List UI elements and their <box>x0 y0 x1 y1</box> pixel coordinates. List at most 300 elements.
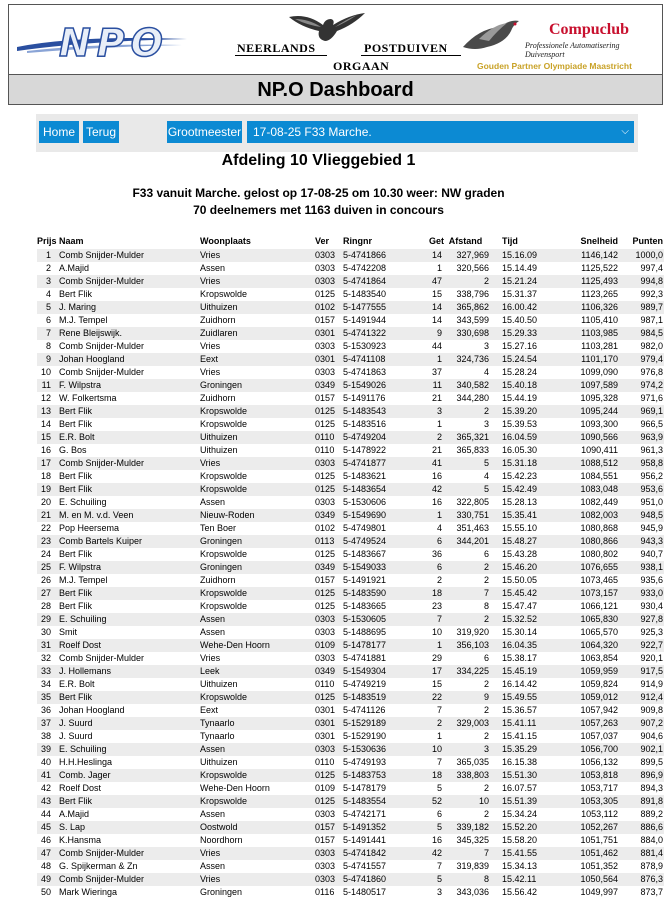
table-row <box>37 353 664 366</box>
cell-tijd: 15.52.20 <box>489 821 548 834</box>
cell-naam: E. Schuiling <box>59 743 200 756</box>
cell-tijd: 15.34.24 <box>502 809 538 819</box>
cell-get: 7 <box>436 757 442 767</box>
cell-tijd: 15.29.33 <box>489 327 548 340</box>
table-row <box>37 730 664 743</box>
cell-ver: 0116 <box>315 887 335 897</box>
cell-woonplaats: Eext <box>200 705 219 715</box>
table-row <box>37 847 664 860</box>
chevron-down-icon: ⌵ <box>621 126 629 137</box>
cell-ringnr: 5-1491352 <box>343 821 429 834</box>
cell-prijs: 45 <box>37 821 59 834</box>
cell-ver: 0125 <box>315 691 343 704</box>
cell-punten: 933,0 <box>618 587 664 600</box>
cell-afstand: 356,103 <box>442 639 489 652</box>
cell-afstand: 2 <box>442 405 489 418</box>
cell-snelheid: 1063,854 <box>580 653 618 663</box>
cell-punten: 938,1 <box>618 561 664 574</box>
cell-get: 3 <box>436 887 442 897</box>
cell-prijs: 44 <box>40 809 51 819</box>
cell-ver: 0301 <box>315 705 336 715</box>
cell-punten: 948,5 <box>618 509 664 522</box>
cell-ver: 0303 <box>315 861 336 871</box>
race-select[interactable] <box>247 121 634 143</box>
table-row <box>37 392 664 405</box>
table-row <box>37 691 664 704</box>
cell-ver: 0301 <box>315 731 336 741</box>
cell-snelheid: 1146,142 <box>548 249 618 262</box>
cell-get: 2 <box>436 575 442 585</box>
col-header-punten: Punten <box>632 236 663 246</box>
cell-snelheid: 1053,717 <box>580 783 618 793</box>
cell-woonplaats: Ten Boer <box>200 523 237 533</box>
cell-afstand: 2 <box>442 275 489 288</box>
cell-afstand: 8 <box>483 601 489 611</box>
table-row <box>37 249 664 262</box>
cell-ringnr: 5-1483753 <box>343 769 429 782</box>
table-row <box>37 600 664 613</box>
table-row <box>37 665 664 678</box>
cell-ver: 0157 <box>315 575 336 585</box>
cell-ringnr: 5-4741557 <box>343 861 387 871</box>
cell-ver: 0102 <box>315 523 336 533</box>
cell-tijd: 15.43.28 <box>502 549 538 559</box>
cell-afstand: 319,839 <box>456 861 489 871</box>
cell-ver: 0125 <box>315 601 336 611</box>
cell-snelheid: 1056,700 <box>548 743 618 756</box>
cell-afstand: 330,751 <box>442 509 489 522</box>
cell-tijd: 15.34.13 <box>502 861 538 871</box>
cell-naam: G. Bos <box>59 445 87 455</box>
org-line-right <box>361 55 461 56</box>
npo-logo-text: NPO <box>59 21 169 65</box>
cell-punten: 878,9 <box>640 861 663 871</box>
cell-naam: F. Wilpstra <box>59 561 200 574</box>
cell-woonplaats: Groningen <box>200 535 315 548</box>
cell-get: 52 <box>429 795 442 808</box>
cell-tijd: 15.35.29 <box>489 743 548 756</box>
cell-ringnr: 5-4749801 <box>343 523 387 533</box>
cell-snelheid: 1080,802 <box>580 549 618 559</box>
cell-afstand: 340,582 <box>442 379 489 392</box>
table-header-row <box>37 233 664 249</box>
cell-prijs: 38 <box>40 731 51 741</box>
cell-ringnr: 5-1488695 <box>343 627 387 637</box>
cell-naam: J. Suurd <box>59 731 93 741</box>
cell-tijd: 15.48.27 <box>489 535 548 548</box>
cell-woonplaats: Assen <box>200 627 226 637</box>
cell-punten: 943,3 <box>618 535 664 548</box>
cell-tijd: 15.49.55 <box>489 691 548 704</box>
cell-get: 36 <box>431 549 442 559</box>
cell-ver: 0303 <box>315 341 336 351</box>
cell-ringnr: 5-1483554 <box>343 795 429 808</box>
cell-afstand: 2 <box>442 613 489 626</box>
cell-tijd: 15.21.24 <box>489 275 548 288</box>
cell-naam: J. Hollemans <box>59 665 200 678</box>
back-button[interactable]: Terug <box>83 121 119 143</box>
cell-snelheid: 1099,090 <box>580 367 618 377</box>
cell-punten: 974,2 <box>618 379 664 392</box>
cell-woonplaats: Zuidhorn <box>200 575 236 585</box>
cell-naam: Smit <box>59 627 77 637</box>
cell-ringnr: 5-1491441 <box>343 835 387 845</box>
partner-text: Gouden Partner Olympiade Maastricht <box>477 61 632 71</box>
cell-prijs: 49 <box>37 873 59 886</box>
cell-woonplaats: Vries <box>200 873 315 886</box>
cell-get: 2 <box>429 431 442 444</box>
cell-woonplaats: Groningen <box>200 887 243 897</box>
col-header-tijd: Tijd <box>502 236 518 246</box>
table-row <box>37 379 664 392</box>
cell-prijs: 22 <box>40 523 51 533</box>
cell-woonplaats: Groningen <box>200 379 315 392</box>
cell-snelheid: 1083,048 <box>548 483 618 496</box>
cell-naam: F. Wilpstra <box>59 379 200 392</box>
cell-get: 1 <box>436 263 442 273</box>
cell-woonplaats: Oostwold <box>200 821 315 834</box>
cell-snelheid: 1095,244 <box>548 405 618 418</box>
cell-ver: 0349 <box>315 561 343 574</box>
cell-tijd: 15.31.18 <box>489 457 548 470</box>
cell-afstand: 322,805 <box>456 497 489 507</box>
cell-ringnr: 5-1529190 <box>343 731 387 741</box>
cell-ringnr: 5-1529189 <box>343 717 429 730</box>
cell-ver: 0157 <box>315 835 336 845</box>
cell-get: 21 <box>431 445 442 455</box>
cell-prijs: 33 <box>37 665 59 678</box>
table-row <box>37 743 664 756</box>
cell-get: 11 <box>429 379 442 392</box>
cell-ver: 0125 <box>315 549 336 559</box>
cell-snelheid: 1080,866 <box>548 535 618 548</box>
cell-ringnr: 5-4742208 <box>343 263 387 273</box>
cell-get: 1 <box>429 353 442 366</box>
table-row <box>37 561 664 574</box>
cell-prijs: 27 <box>37 587 59 600</box>
cell-ver: 0110 <box>315 431 343 444</box>
cell-ringnr: 5-1491921 <box>343 575 387 585</box>
cell-woonplaats: Tynaarlo <box>200 731 235 741</box>
cell-ringnr: 5-1478922 <box>343 445 387 455</box>
cell-get: 21 <box>431 393 442 403</box>
cell-ringnr: 5-1477555 <box>343 301 429 314</box>
cell-tijd: 15.45.42 <box>489 587 548 600</box>
cell-ver: 0303 <box>315 249 343 262</box>
cell-afstand: 3 <box>483 419 489 429</box>
cell-naam: S. Lap <box>59 821 200 834</box>
cell-punten: 899,5 <box>640 757 663 767</box>
cell-afstand: 319,920 <box>456 627 489 637</box>
cell-get: 22 <box>429 691 442 704</box>
compuclub-subtitle: Professionele Automatisering Duivensport <box>525 41 620 59</box>
cell-afstand: 2 <box>483 731 489 741</box>
cell-snelheid: 1051,462 <box>548 847 618 860</box>
cell-get: 18 <box>429 769 442 782</box>
cell-snelheid: 1123,265 <box>581 289 618 299</box>
cell-punten: 894,3 <box>640 783 663 793</box>
table-row <box>37 717 664 730</box>
cell-ver: 0301 <box>315 717 343 730</box>
cell-ver: 0301 <box>315 327 343 340</box>
cell-prijs: 34 <box>40 679 51 689</box>
cell-naam: K.Hansma <box>59 835 102 845</box>
cell-punten: 930,4 <box>640 601 663 611</box>
cell-get: 10 <box>429 743 442 756</box>
cell-woonplaats: Uithuizen <box>200 757 238 767</box>
cell-naam: Bert Flik <box>59 483 200 496</box>
nav-bar <box>36 114 638 152</box>
cell-naam: J. Suurd <box>59 717 200 730</box>
cell-woonplaats: Assen <box>200 497 226 507</box>
cell-punten: 951,0 <box>640 497 663 507</box>
org-left-text: NEERLANDS <box>237 41 316 55</box>
cell-ver: 0125 <box>315 769 343 782</box>
cell-prijs: 23 <box>37 535 59 548</box>
cell-afstand: 345,325 <box>456 835 489 845</box>
cell-snelheid: 1103,281 <box>581 341 618 351</box>
cell-punten: 945,9 <box>640 523 663 533</box>
cell-tijd: 15.51.39 <box>489 795 548 808</box>
cell-tijd: 15.58.20 <box>502 835 538 845</box>
cell-ver: 0125 <box>315 405 343 418</box>
cell-woonplaats: Wehe-Den Hoorn <box>200 783 270 793</box>
cell-tijd: 15.36.57 <box>502 705 538 715</box>
cell-ringnr: 5-4749193 <box>343 757 387 767</box>
cell-snelheid: 1097,589 <box>548 379 618 392</box>
cell-tijd: 15.40.50 <box>502 315 538 325</box>
cell-get: 6 <box>436 809 442 819</box>
cell-afstand: 2 <box>483 809 489 819</box>
cell-afstand: 7 <box>442 587 489 600</box>
cell-tijd: 15.27.16 <box>502 341 538 351</box>
cell-tijd: 15.41.55 <box>489 847 548 860</box>
cell-tijd: 15.42.11 <box>489 873 548 886</box>
cell-snelheid: 1106,326 <box>548 301 618 314</box>
cell-punten: 914,9 <box>640 679 663 689</box>
cell-prijs: 30 <box>40 627 51 637</box>
cell-prijs: 7 <box>37 327 59 340</box>
table-row <box>37 470 664 483</box>
cell-naam: Comb Snijder-Mulder <box>59 653 145 663</box>
cell-afstand: 365,321 <box>442 431 489 444</box>
cell-woonplaats: Kropswolde <box>200 405 315 418</box>
cell-punten: 896,9 <box>618 769 664 782</box>
cell-tijd: 15.14.49 <box>502 263 538 273</box>
cell-ringnr: 5-1530923 <box>343 341 387 351</box>
cell-punten: 963,9 <box>618 431 664 444</box>
table-row <box>37 548 664 561</box>
cell-ver: 0349 <box>315 379 343 392</box>
cell-punten: 984,5 <box>618 327 664 340</box>
cell-snelheid: 1065,830 <box>548 613 618 626</box>
cell-tijd: 16.15.38 <box>502 757 538 767</box>
cell-get: 16 <box>431 835 442 845</box>
cell-ver: 0109 <box>315 639 343 652</box>
cell-tijd: 16.14.42 <box>502 679 538 689</box>
cell-afstand: 365,035 <box>456 757 489 767</box>
cell-ringnr: 5-4741866 <box>343 249 429 262</box>
cell-ver: 0157 <box>315 315 336 325</box>
cell-ringnr: 5-1478179 <box>343 783 387 793</box>
cell-woonplaats: Uithuizen <box>200 445 238 455</box>
col-header-naam: Naam <box>59 236 84 246</box>
cell-ver: 0303 <box>315 743 343 756</box>
cell-ringnr: 5-1483543 <box>343 405 429 418</box>
cell-ringnr: 5-1483540 <box>343 289 387 299</box>
cell-naam: Bert Flik <box>59 549 93 559</box>
cell-woonplaats: Zuidhorn <box>200 315 236 325</box>
cell-afstand: 343,036 <box>456 887 489 897</box>
cell-prijs: 16 <box>40 445 51 455</box>
table-row <box>37 405 664 418</box>
cell-afstand: 338,796 <box>456 289 489 299</box>
table-row <box>37 262 664 275</box>
cell-naam: Johan Hoogland <box>59 353 200 366</box>
cell-woonplaats: Uithuizen <box>200 431 315 444</box>
cell-naam: W. Folkertsma <box>59 393 117 403</box>
table-row <box>37 509 664 522</box>
cell-woonplaats: Uithuizen <box>200 679 238 689</box>
table-row <box>37 327 664 340</box>
table-row <box>37 288 664 301</box>
cell-get: 41 <box>429 457 442 470</box>
grootmeester-button[interactable]: Grootmeester <box>167 121 242 143</box>
results-table <box>37 233 664 899</box>
table-row <box>37 821 664 834</box>
cell-afstand: 3 <box>483 341 489 351</box>
cell-naam: Pop Heersema <box>59 523 120 533</box>
table-row <box>37 275 664 288</box>
table-row <box>37 756 664 769</box>
cell-naam: Comb Snijder-Mulder <box>59 873 200 886</box>
cell-ringnr: 5-1483519 <box>343 691 429 704</box>
cell-ver: 0303 <box>315 275 343 288</box>
cell-prijs: 15 <box>37 431 59 444</box>
cell-get: 6 <box>429 535 442 548</box>
cell-snelheid: 1073,157 <box>548 587 618 600</box>
cell-woonplaats: Vries <box>200 249 315 262</box>
cell-tijd: 16.00.42 <box>489 301 548 314</box>
cell-naam: Rene Bleijswijk. <box>59 327 200 340</box>
cell-tijd: 15.55.10 <box>502 523 538 533</box>
org-line-left <box>235 55 327 56</box>
cell-afstand: 10 <box>442 795 489 808</box>
table-row <box>37 678 664 691</box>
cell-ver: 0303 <box>315 653 336 663</box>
org-right-text: POSTDUIVEN <box>364 41 448 55</box>
cell-ringnr: 5-1483590 <box>343 587 429 600</box>
cell-tijd: 15.42.23 <box>502 471 538 481</box>
table-row <box>37 652 664 665</box>
table-row <box>37 626 664 639</box>
cell-get: 37 <box>431 367 442 377</box>
cell-punten: 909,8 <box>640 705 663 715</box>
cell-get: 42 <box>429 483 442 496</box>
cell-tijd: 15.56.42 <box>502 887 538 897</box>
cell-punten: 961,3 <box>640 445 663 455</box>
cell-punten: 953,6 <box>618 483 664 496</box>
cell-get: 16 <box>431 497 442 507</box>
cell-prijs: 35 <box>37 691 59 704</box>
cell-tijd: 15.39.53 <box>502 419 538 429</box>
cell-tijd: 16.04.35 <box>489 639 548 652</box>
cell-punten: 989,7 <box>618 301 664 314</box>
cell-prijs: 1 <box>37 249 59 262</box>
cell-tijd: 15.16.09 <box>489 249 548 262</box>
cell-ringnr: 5-1549690 <box>343 509 429 522</box>
table-row <box>37 431 664 444</box>
cell-prijs: 26 <box>40 575 51 585</box>
race-info-line2: 70 deelnemers met 1163 duiven in concours <box>193 203 444 217</box>
cell-snelheid: 1065,570 <box>580 627 618 637</box>
cell-afstand: 365,862 <box>442 301 489 314</box>
table-row <box>37 704 664 717</box>
table-row <box>37 301 664 314</box>
cell-snelheid: 1057,263 <box>548 717 618 730</box>
cell-afstand: 324,736 <box>442 353 489 366</box>
cell-ver: 0349 <box>315 509 343 522</box>
cell-afstand: 2 <box>483 575 489 585</box>
cell-ver: 0349 <box>315 665 343 678</box>
cell-ringnr: 5-1549304 <box>343 665 429 678</box>
cell-get: 4 <box>436 523 442 533</box>
cell-snelheid: 1059,012 <box>548 691 618 704</box>
cell-get: 23 <box>431 601 442 611</box>
cell-naam: Bert Flik <box>59 795 200 808</box>
cell-naam: E.R. Bolt <box>59 679 95 689</box>
cell-prijs: 21 <box>37 509 59 522</box>
cell-ver: 0157 <box>315 821 343 834</box>
col-header-snelheid: Snelheid <box>580 236 618 246</box>
cell-ver: 0110 <box>315 757 335 767</box>
afdeling-heading: Afdeling 10 Vlieggebied 1 <box>221 152 416 169</box>
cell-punten: 969,1 <box>618 405 664 418</box>
cell-get: 16 <box>431 471 442 481</box>
cell-prijs: 29 <box>37 613 59 626</box>
table-row <box>37 860 664 873</box>
cell-woonplaats: Kropswolde <box>200 483 315 496</box>
col-header-afstand: Afstand <box>448 236 483 246</box>
cell-snelheid: 1052,267 <box>548 821 618 834</box>
cell-ver: 0303 <box>315 497 336 507</box>
site-header <box>8 4 663 75</box>
cell-afstand: 330,698 <box>442 327 489 340</box>
cell-naam: Johan Hoogland <box>59 705 125 715</box>
title-bar <box>8 75 663 105</box>
cell-woonplaats: Assen <box>200 861 226 871</box>
cell-get: 15 <box>431 289 442 299</box>
cell-tijd: 15.39.20 <box>489 405 548 418</box>
npo-logo <box>17 15 187 67</box>
cell-naam: Roelf Dost <box>59 783 102 793</box>
cell-tijd: 15.41.11 <box>489 717 548 730</box>
cell-naam: A.Majid <box>59 809 90 819</box>
cell-naam: Bert Flik <box>59 419 93 429</box>
cell-snelheid: 1095,328 <box>580 393 618 403</box>
table-row <box>37 444 664 457</box>
table-row <box>37 457 664 470</box>
cell-tijd: 15.41.15 <box>502 731 538 741</box>
cell-ringnr: 5-4742171 <box>343 809 387 819</box>
cell-woonplaats: Assen <box>200 613 315 626</box>
cell-snelheid: 1059,959 <box>548 665 618 678</box>
home-button[interactable]: Home <box>39 121 79 143</box>
table-row <box>37 834 664 847</box>
cell-naam: Comb Snijder-Mulder <box>59 275 200 288</box>
cell-get: 1 <box>429 509 442 522</box>
cell-ver: 0303 <box>315 809 336 819</box>
